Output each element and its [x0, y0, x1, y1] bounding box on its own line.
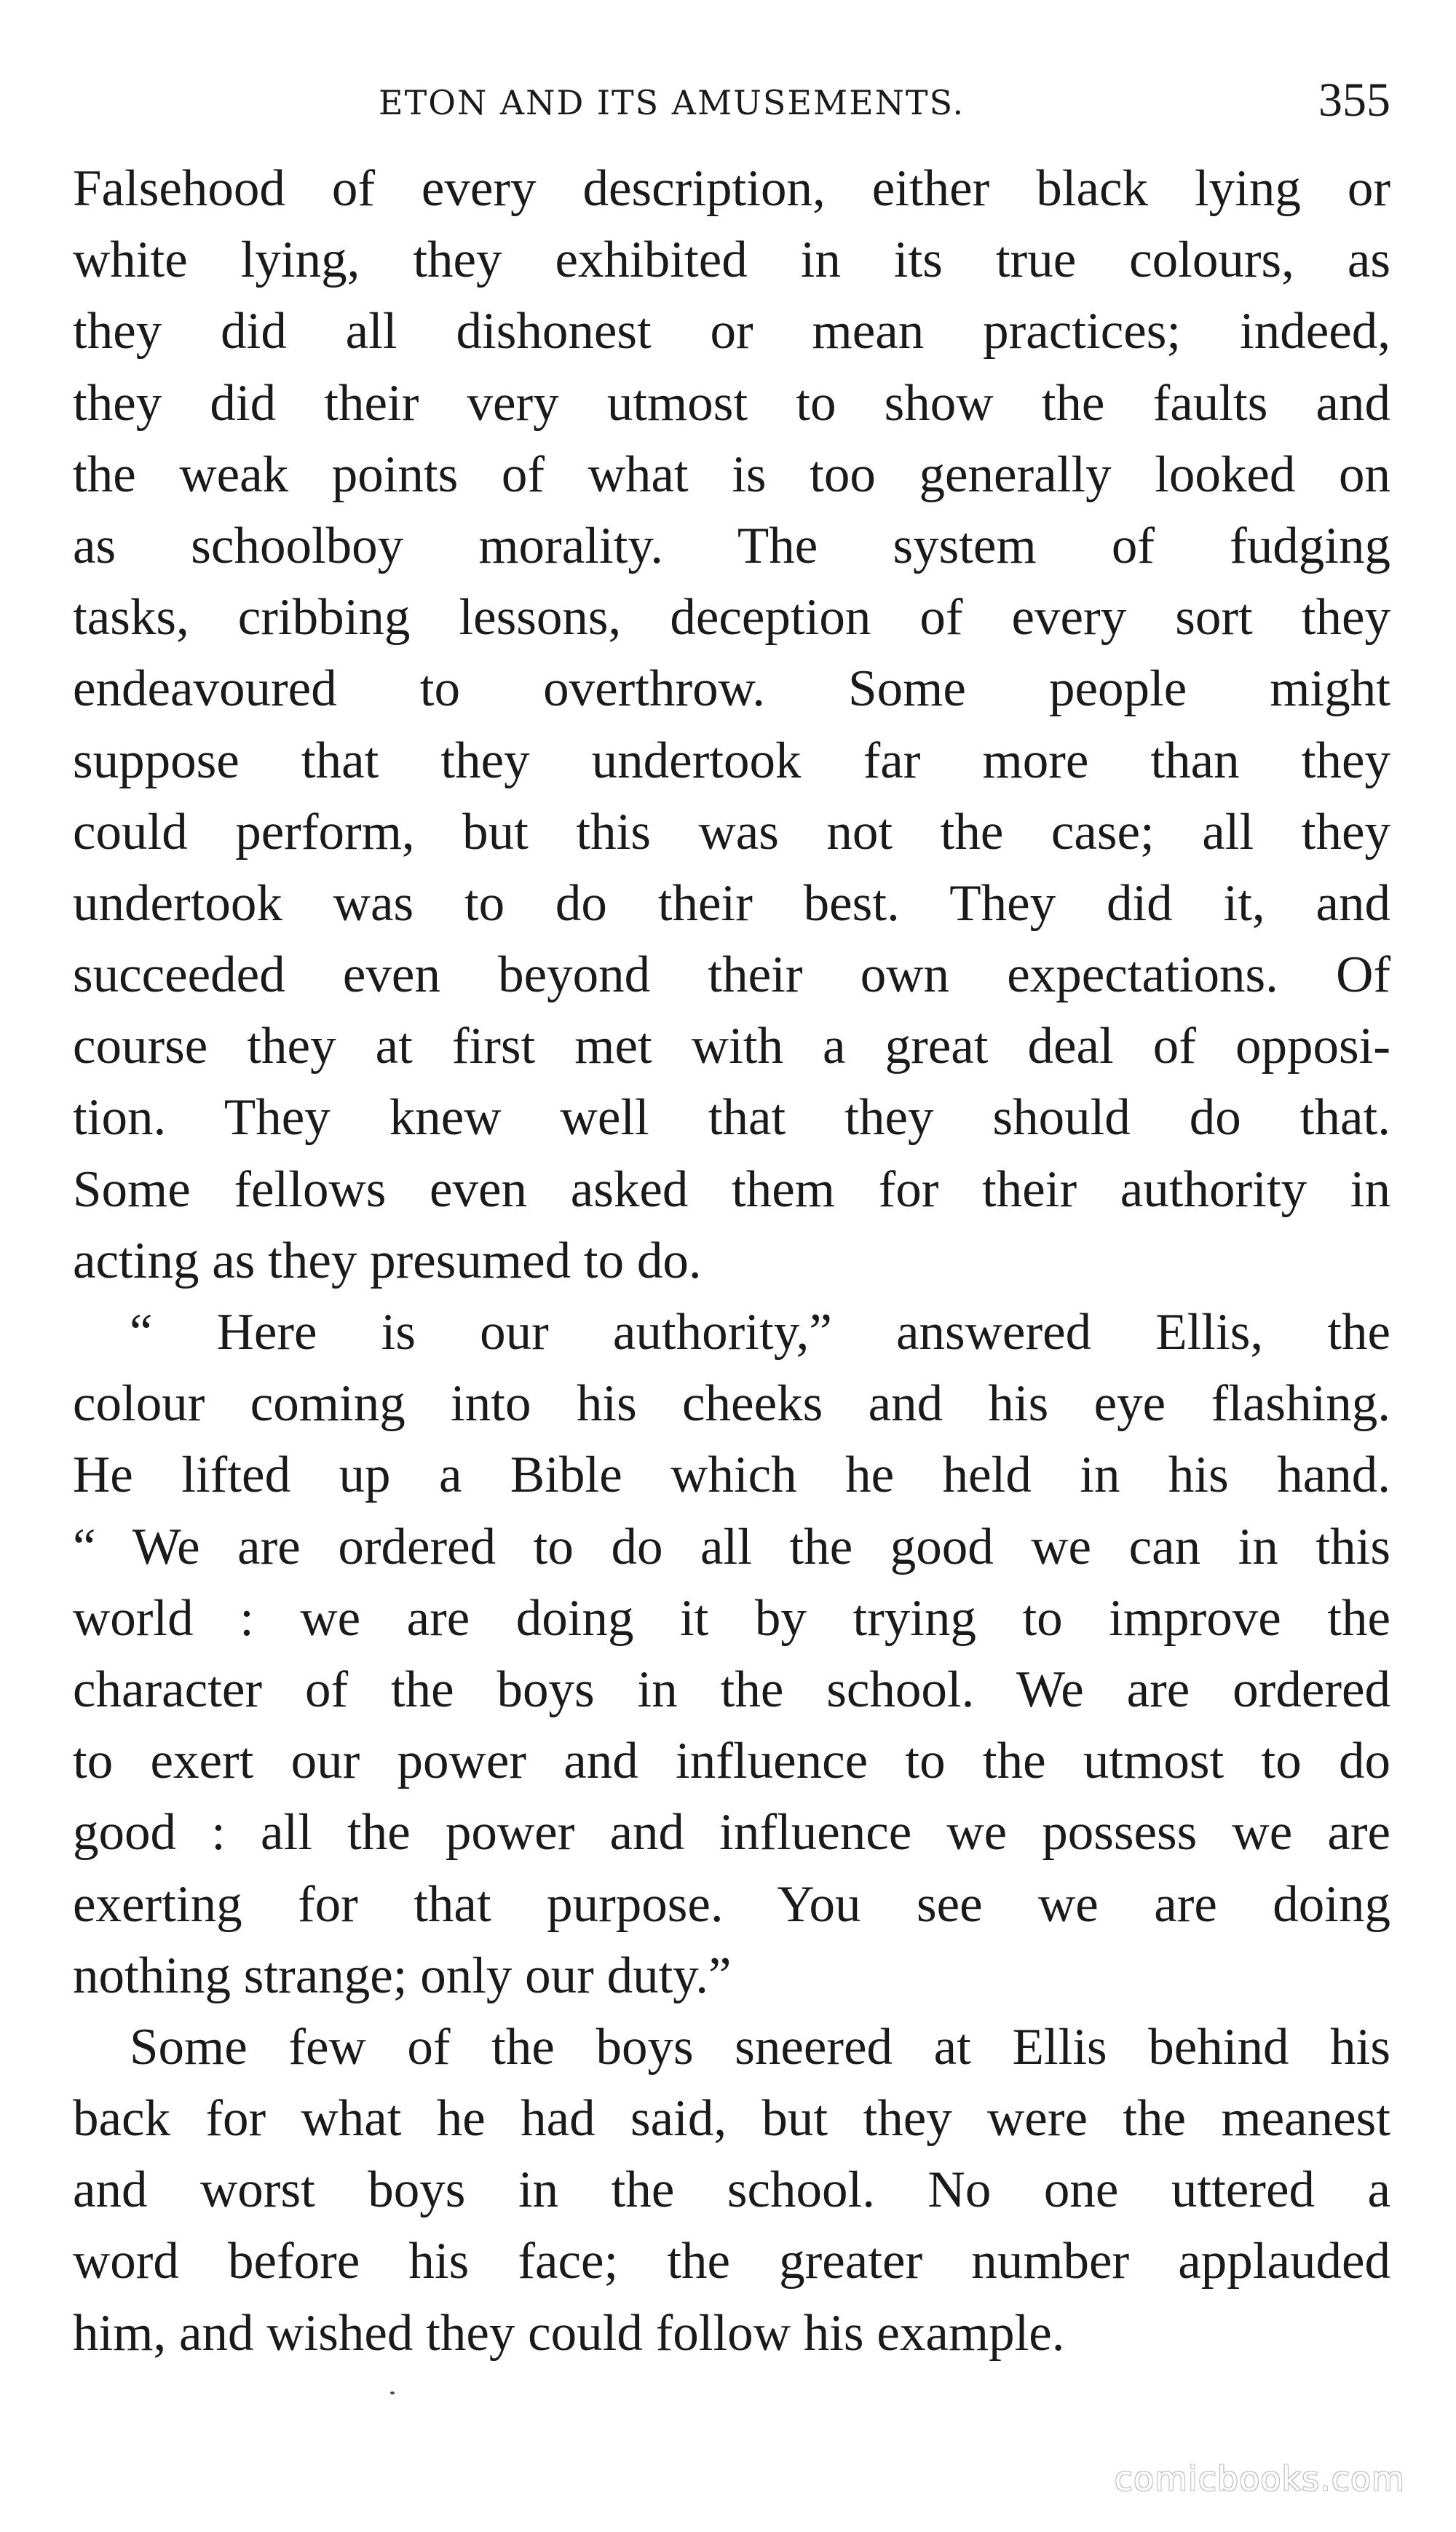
text-line: good : all the power and influence we possess we are [73, 1804, 1390, 1862]
text-line: character of the boys in the school. We are ordered [73, 1661, 1390, 1718]
text-line: as schoolboy morality. The system of fudging [73, 517, 1390, 574]
text-line: world : we are doing it by trying to improve the [73, 1589, 1390, 1647]
text-line: Some few of the boys sneered at Ellis behind his [130, 2018, 1390, 2076]
watermark: comicbooks.com [1114, 2459, 1405, 2499]
text-line: course they at first met with a great deal of opposi- [73, 1018, 1390, 1075]
running-header [73, 73, 1390, 131]
text-line: him, and wished they could follow his example. [73, 2304, 1065, 2362]
text-line: to exert our power and influence to the utmost to do [73, 1733, 1390, 1790]
body-text [73, 153, 1390, 2369]
text-line: tion. They knew well that they should do that. [73, 1089, 1390, 1147]
text-line: word before his face; the greater number applauded [73, 2233, 1390, 2290]
text-line: succeeded even beyond their own expectations. Of [73, 946, 1390, 1004]
running-title: ETON AND ITS AMUSEMENTS. [379, 83, 965, 122]
text-line: could perform, but this was not the case; all they [73, 803, 1390, 861]
text-line: and worst boys in the school. No one uttered a [73, 2161, 1390, 2219]
text-line: the weak points of what is too generally looked on [73, 446, 1390, 503]
text-line: endeavoured to overthrow. Some people might [73, 660, 1390, 718]
text-line: Falsehood of every description, either black lying or [73, 160, 1390, 217]
page-number: 355 [1318, 74, 1390, 127]
text-line: they did all dishonest or mean practices; indeed, [73, 303, 1390, 360]
text-line: undertook was to do their best. They did it, and [73, 874, 1390, 932]
text-line: back for what he had said, but they were the meanest [73, 2090, 1390, 2148]
text-line: nothing strange; only our duty.” [73, 1947, 732, 2004]
text-line: “ We are ordered to do all the good we can in this [73, 1518, 1390, 1575]
text-line: they did their very utmost to show the faults and [73, 374, 1390, 432]
text-line: Some fellows even asked them for their authority in [73, 1160, 1390, 1218]
ink-speck [390, 2391, 395, 2394]
text-line: tasks, cribbing lessons, deception of every sort they [73, 589, 1390, 646]
text-line: white lying, they exhibited in its true colours, as [73, 232, 1390, 289]
text-line: “ Here is our authority,” answered Ellis, the [130, 1304, 1390, 1361]
text-line: suppose that they undertook far more than they [73, 732, 1390, 789]
text-line: acting as they presumed to do. [73, 1232, 702, 1289]
text-line: colour coming into his cheeks and his eye flashing. [73, 1375, 1390, 1433]
text-line: He lifted up a Bible which he held in his hand. [73, 1447, 1390, 1504]
text-line: exerting for that purpose. You see we are doing [73, 1875, 1390, 1933]
